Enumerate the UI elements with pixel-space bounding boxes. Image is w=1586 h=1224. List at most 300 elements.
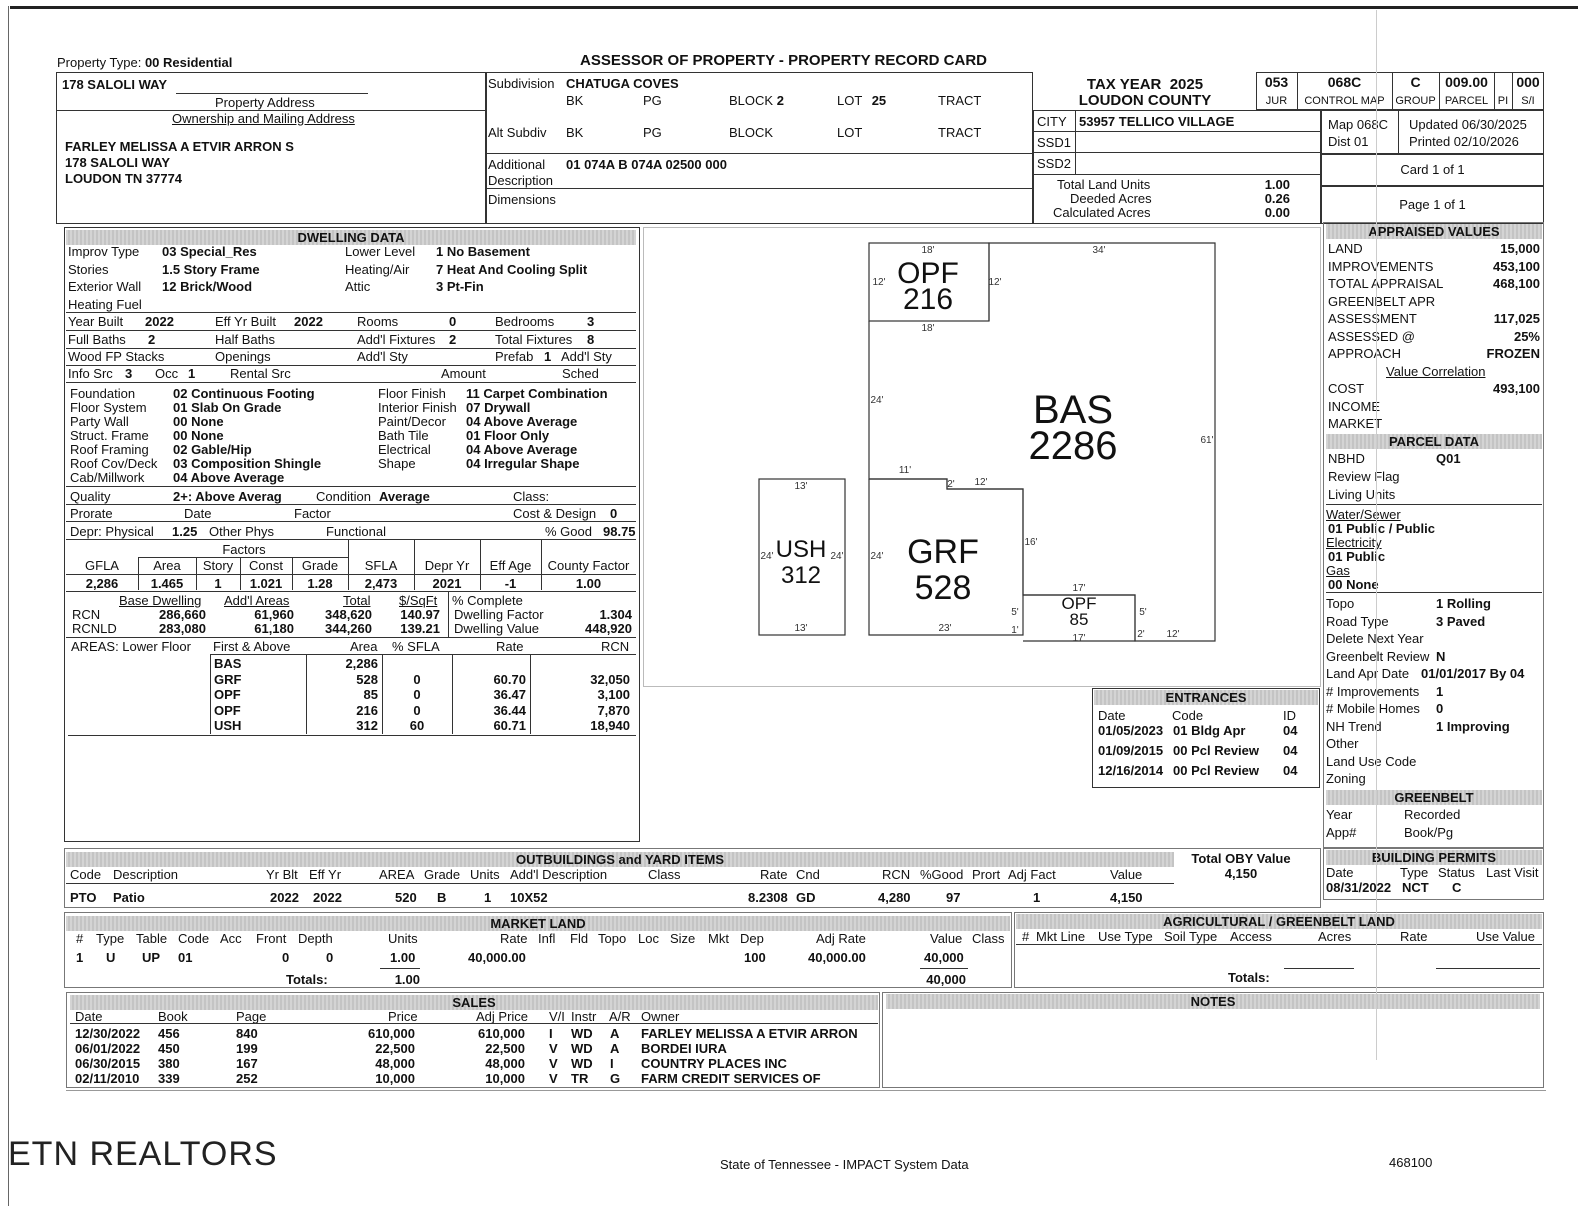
dwelling-field: 3 — [587, 314, 595, 329]
parcel-value: 1 — [1436, 683, 1444, 699]
dim-9: 2' — [947, 479, 955, 490]
greenbelt-header: GREENBELT — [1326, 790, 1542, 805]
struct-label: Roof Cov/Deck — [70, 456, 158, 471]
sales-cell: 10,000 — [375, 1071, 415, 1086]
sales-header: Adj Price — [476, 1009, 529, 1024]
market-header: Code — [178, 931, 210, 946]
sales-header: Book — [158, 1009, 188, 1024]
struct-value: 01 Slab On Grade — [173, 400, 282, 415]
agri-header: Acres — [1318, 929, 1352, 944]
oby-header: Adj Fact — [1008, 867, 1056, 882]
condition-value: Average — [379, 489, 430, 504]
dwelling-field: Eff Yr Built — [215, 314, 276, 329]
agri-header: Access — [1230, 929, 1272, 944]
area-pct: 0 — [413, 671, 421, 687]
sales-header: Date — [75, 1009, 103, 1024]
sales-cell: V — [549, 1056, 558, 1071]
area-size: 85 — [363, 687, 378, 702]
struct-label: Floor System — [70, 400, 147, 415]
pi-label: PI — [1497, 95, 1509, 107]
market-totals-label: Totals: — [286, 972, 328, 987]
dwelling-field: Add'l Sty — [357, 349, 408, 364]
greenbelt-bookpg-label: Book/Pg — [1404, 825, 1454, 840]
subdivision-value: CHATUGA COVES — [566, 76, 679, 91]
sales-cell: 48,000 — [375, 1056, 415, 1071]
area-pct: 60 — [409, 718, 425, 733]
agri-header: Rate — [1400, 929, 1428, 944]
market-value: 1.00 — [390, 950, 416, 965]
struct-label: Floor Finish — [378, 386, 446, 401]
dwelling-field: Half Baths — [215, 331, 275, 347]
sales-header: SALES — [70, 995, 878, 1010]
sales-cell: A — [610, 1026, 620, 1041]
oby-value: 1 — [484, 890, 492, 905]
class-label: Class: — [513, 489, 550, 504]
sales-cell: 199 — [236, 1041, 258, 1056]
city-label: CITY — [1037, 114, 1067, 129]
parcel-label: Other — [1326, 736, 1359, 751]
struct-label: Roof Framing — [70, 442, 149, 457]
market-value: 40,000.00 — [468, 950, 526, 965]
oby-total-label: Total OBY Value — [1191, 851, 1291, 866]
dim-17: 17' — [1072, 583, 1086, 594]
property-type-label: Property Type: 00 Residential — [57, 55, 233, 70]
parcel-label: Road Type — [1326, 613, 1389, 629]
nbhd-label: NBHD — [1328, 451, 1365, 466]
market-header: Depth — [298, 931, 333, 946]
market-header: Class — [972, 931, 1005, 946]
oby-value: PTO — [70, 890, 97, 905]
sales-cell: V — [549, 1041, 558, 1056]
realtor-watermark: ETN REALTORS — [8, 1135, 278, 1173]
dwelling-value: 3 Pt-Fin — [436, 279, 484, 294]
dim-16: 16' — [1024, 537, 1038, 548]
market-value: 40,000 — [924, 950, 964, 965]
rcn-factor-value: 448,920 — [585, 621, 632, 636]
dwelling-label: Heating/Air — [345, 261, 410, 277]
rcn-header: Total — [343, 593, 371, 608]
factor-header: Area — [153, 558, 181, 573]
dwelling-label: Stories — [68, 261, 109, 277]
prorate-label: Prorate — [70, 506, 113, 521]
area-code: BAS — [214, 656, 242, 671]
bk-label: BK — [566, 93, 584, 108]
factor-value: 1.00 — [575, 576, 602, 591]
area-rate: 36.44 — [493, 702, 526, 718]
struct-value: 07 Drywall — [466, 400, 531, 415]
vc-label: MARKET — [1328, 416, 1383, 431]
alt-block-label: BLOCK — [729, 125, 774, 140]
parcel-label: Delete Next Year — [1326, 631, 1424, 646]
factor-header: Story — [202, 558, 234, 573]
struct-label: Electrical — [378, 442, 431, 457]
rcn-factor-value: 1.304 — [599, 607, 632, 622]
entrances-col-id: ID — [1283, 708, 1296, 723]
struct-value: 04 Above Average — [466, 414, 578, 429]
area-rate: 60.71 — [493, 718, 526, 733]
struct-value: 11 Carpet Combination — [466, 386, 608, 401]
factor-value: 2021 — [432, 576, 462, 591]
parcel-value: N — [1436, 648, 1446, 664]
market-header: Loc — [638, 931, 659, 946]
depr-value: 1.25 — [172, 524, 198, 539]
parcel-value: 0 — [1436, 701, 1444, 716]
market-header: Rate — [500, 931, 528, 946]
permit-type: NCT — [1402, 880, 1429, 895]
struct-value: 02 Continuous Footing — [173, 386, 315, 401]
factor-header: SFLA — [364, 558, 398, 573]
sales-header: Instr — [571, 1009, 597, 1024]
oby-value: 2022 — [313, 890, 342, 905]
sales-cell: 22,500 — [375, 1041, 415, 1056]
factor-value: 1 — [214, 576, 222, 591]
dim-4: 12' — [988, 277, 1002, 288]
dwelling-field: 2022 — [294, 314, 323, 329]
entrances-header: ENTRANCES — [1094, 690, 1318, 705]
page-number: Page 1 of 1 — [1399, 197, 1466, 212]
agri-header: Soil Type — [1164, 929, 1218, 944]
oby-header: Prort — [972, 867, 1001, 882]
rcn-factor-label: Dwelling Value — [454, 621, 540, 636]
sales-header: V/I — [549, 1009, 565, 1024]
factor-value: -1 — [504, 576, 517, 591]
sales-cell: G — [610, 1071, 621, 1086]
sales-cell: 06/30/2015 — [75, 1056, 141, 1071]
page-title: ASSESSOR OF PROPERTY - PROPERTY RECORD CARD — [580, 52, 988, 69]
dwelling-info: Info Src — [68, 366, 113, 381]
area-code: GRF — [214, 671, 242, 687]
dwelling-field: Bedrooms — [495, 314, 555, 329]
si-label: S/I — [1521, 95, 1535, 107]
dwelling-label: Lower Level — [345, 244, 416, 259]
sketch-label-grf-area: 528 — [914, 569, 972, 607]
areas-header: Area — [350, 639, 378, 654]
permit-date: 08/31/2022 — [1326, 880, 1392, 895]
oby-header: Code — [70, 867, 102, 882]
sketch-label-bas-code: BAS — [1032, 388, 1114, 432]
oby-value: 520 — [395, 890, 417, 905]
dwelling-field: 1 — [544, 349, 552, 364]
sales-cell: 840 — [236, 1026, 258, 1041]
building-sketch — [643, 227, 1321, 687]
area-code: USH — [214, 718, 242, 733]
market-value: 100 — [744, 950, 766, 965]
agri-header: Mkt Line — [1036, 929, 1086, 944]
rcn-addl: 61,960 — [254, 607, 294, 622]
entrance-code: 00 Pcl Review — [1173, 743, 1259, 758]
sketch-label-ush-code: USH — [775, 536, 827, 563]
greenbelt-year-label: Year — [1326, 807, 1353, 822]
rcn-base: 286,660 — [159, 607, 206, 622]
sales-cell: BORDEI IURA — [641, 1041, 727, 1056]
area-rcn: 7,870 — [597, 702, 630, 718]
alt-tract-label: TRACT — [938, 125, 982, 140]
sales-cell: WD — [571, 1056, 593, 1071]
market-header: Mkt — [708, 931, 729, 946]
areas-header: % SFLA — [392, 639, 440, 654]
dwelling-field: Total Fixtures — [495, 331, 573, 347]
pct-good-value: 98.75 — [603, 524, 636, 539]
jur-value: 053 — [1264, 74, 1289, 90]
subdivision-label: Subdivision — [488, 76, 555, 91]
market-header: # — [76, 931, 84, 946]
sketch-label-opf85-code: OPF — [1061, 594, 1097, 613]
struct-label: Cab/Millwork — [70, 470, 145, 485]
factors-label: Factors — [222, 542, 266, 557]
functional-label: Functional — [326, 524, 386, 539]
market-header: Adj Rate — [816, 931, 866, 946]
dwelling-label: Attic — [345, 279, 371, 294]
factor-header: County Factor — [547, 558, 630, 573]
parcel-label: Land Use Code — [1326, 753, 1417, 769]
entrance-id: 04 — [1283, 723, 1298, 738]
dim-24: 17' — [1072, 633, 1086, 644]
greenbelt-app-label: App# — [1326, 825, 1357, 840]
dwelling-label: Exterior Wall — [68, 279, 142, 294]
struct-value: 04 Above Average — [173, 470, 285, 485]
sales-cell: 02/11/2010 — [75, 1071, 140, 1086]
rcn-header: Base Dwelling — [119, 593, 202, 608]
oby-value: B — [437, 890, 447, 905]
county-name: LOUDON COUNTY — [1078, 92, 1212, 109]
market-header: Fld — [570, 931, 589, 946]
parcel-label: Topo — [1326, 596, 1355, 611]
sales-cell: 339 — [158, 1071, 180, 1086]
oby-value: 2022 — [270, 890, 299, 905]
area-rcn: 18,940 — [590, 718, 630, 733]
dwelling-field: Wood FP Stacks — [68, 349, 165, 364]
area-rate: 36.47 — [493, 687, 526, 702]
sales-cell: 167 — [236, 1056, 258, 1071]
vc-label: INCOME — [1328, 398, 1380, 414]
rcn-sqft: 139.21 — [400, 621, 440, 636]
sales-cell: TR — [571, 1071, 589, 1086]
description-label: Description — [488, 173, 554, 188]
rcn-label: RCNLD — [72, 621, 117, 636]
nbhd-value: Q01 — [1436, 451, 1461, 466]
additional-description: 01 074A B 074A 02500 000 — [566, 157, 727, 172]
alt-pg-label: PG — [643, 125, 662, 140]
sales-cell: 48,000 — [485, 1056, 525, 1071]
areas-header: Rate — [496, 639, 524, 654]
dwelling-value: 03 Special_Res — [162, 244, 257, 259]
dim-19: 5' — [1139, 607, 1147, 618]
water-sewer-label: Water/Sewer — [1326, 507, 1401, 522]
dimensions-label: Dimensions — [488, 192, 556, 207]
sales-cell: WD — [571, 1041, 593, 1056]
appraised-header: APPRAISED VALUES — [1326, 224, 1542, 239]
sketch-label-bas-area: 2286 — [1028, 424, 1118, 468]
struct-value: 04 Irregular Shape — [466, 456, 580, 471]
oby-header: Yr Blt — [266, 867, 298, 882]
parcel-label: # Improvements — [1326, 683, 1420, 699]
areas-header: RCN — [601, 639, 630, 654]
pg-label: PG — [643, 93, 662, 108]
dwelling-field: Add'l Fixtures — [357, 331, 436, 347]
dwelling-field: 2022 — [145, 314, 174, 329]
pi-value: 000 — [1516, 74, 1540, 90]
sales-cell: 610,000 — [478, 1026, 525, 1041]
dist-label: Dist 01 — [1328, 134, 1369, 149]
dwelling-label: Heating Fuel — [68, 296, 142, 312]
agri-totals-label: Totals: — [1228, 970, 1270, 985]
appraised-label: TOTAL APPRAISAL — [1328, 276, 1444, 291]
market-value: 40,000.00 — [808, 950, 866, 965]
market-land-header: MARKET LAND — [66, 916, 1010, 931]
calculated-acres-label: Calculated Acres — [1053, 205, 1151, 220]
dwelling-info: Rental Src — [230, 366, 291, 381]
oby-header: Eff Yr — [309, 867, 342, 882]
sales-cell: 06/01/2022 — [75, 1041, 141, 1056]
market-header: Units — [388, 931, 418, 946]
appraised-value: 25% — [1513, 328, 1540, 344]
sales-header: A/R — [609, 1009, 631, 1024]
entrance-date: 01/09/2015 — [1098, 743, 1164, 758]
group-value: C — [1410, 74, 1421, 90]
group-label: GROUP — [1395, 95, 1436, 107]
area-size: 528 — [356, 671, 378, 687]
control-map-value: 068C — [1327, 74, 1362, 90]
sales-cell: 380 — [158, 1056, 180, 1071]
owner-city: LOUDON TN 37774 — [65, 171, 183, 186]
oby-header: Rate — [760, 867, 788, 882]
factor-value: 1.465 — [150, 576, 184, 591]
oby-value: 10X52 — [510, 890, 548, 905]
dwelling-value: 12 Brick/Wood — [162, 279, 253, 294]
agri-header: Use Value — [1476, 929, 1536, 944]
dwelling-field: 0 — [449, 314, 457, 329]
dwelling-info: Occ — [155, 366, 179, 381]
notes-header: NOTES — [886, 994, 1540, 1009]
dwelling-header: DWELLING DATA — [66, 230, 636, 245]
dwelling-info: 1 — [188, 366, 196, 381]
sales-cell: 456 — [158, 1026, 180, 1041]
dwelling-info: Sched — [562, 366, 599, 381]
area-size: 312 — [356, 718, 378, 733]
permit-status: C — [1452, 880, 1462, 895]
market-totals-units: 1.00 — [394, 972, 420, 987]
oby-value: 4,150 — [1110, 890, 1143, 905]
appraised-label: ASSESSMENT — [1328, 311, 1417, 326]
sales-cell: 610,000 — [368, 1026, 415, 1041]
permits-col-status: Status — [1438, 865, 1475, 880]
struct-label: Bath Tile — [378, 428, 429, 443]
dim-15: 24' — [870, 551, 884, 562]
dim-12: 24' — [760, 551, 774, 562]
vc-label: COST — [1328, 381, 1365, 396]
property-address-label: Property Address — [215, 95, 315, 110]
owner-name: FARLEY MELISSA A ETVIR ARRON S — [65, 139, 294, 154]
struct-label: Interior Finish — [378, 400, 457, 415]
oby-header: %Good — [920, 867, 964, 882]
dim-5: 18' — [921, 323, 935, 334]
appraised-label: LAND — [1328, 241, 1363, 256]
permits-col-date: Date — [1326, 865, 1354, 880]
updated-date: Updated 06/30/2025 — [1409, 117, 1527, 132]
greenbelt-recorded-label: Recorded — [1404, 807, 1461, 822]
water-sewer-value: 01 Public / Public — [1328, 521, 1435, 536]
oby-header: Description — [113, 867, 179, 882]
market-value: 1 — [76, 950, 84, 965]
struct-value: 04 Above Average — [466, 442, 578, 457]
quality-value: 2+: Above Averag — [173, 489, 282, 504]
rcn-addl: 61,180 — [254, 621, 294, 636]
calculated-acres-value: 0.00 — [1264, 205, 1290, 220]
parcel-data-header: PARCEL DATA — [1326, 434, 1542, 449]
living-units-label: Living Units — [1328, 487, 1396, 502]
area-rcn: 3,100 — [597, 687, 630, 702]
dim-10: 12' — [974, 477, 988, 488]
rcn-sqft: 140.97 — [400, 607, 440, 622]
parcel-value: 1 Improving — [1436, 718, 1510, 734]
sketch-label-opf216-code: OPF — [897, 257, 959, 290]
permits-col-last-visit: Last Visit — [1486, 865, 1539, 880]
city-value: 53957 TELLICO VILLAGE — [1079, 114, 1235, 129]
dim-14: 13' — [794, 623, 808, 634]
appraised-value: FROZEN — [1486, 346, 1540, 361]
parcel-label: PARCEL — [1444, 95, 1489, 107]
rcn-total: 344,260 — [325, 621, 372, 636]
dwelling-field: Full Baths — [68, 331, 126, 347]
factor-value: 2,286 — [85, 576, 119, 591]
depr-label: Depr: Physical — [70, 524, 154, 539]
deeded-acres-value: 0.26 — [1264, 191, 1290, 206]
appraised-label: IMPROVEMENTS — [1328, 258, 1434, 274]
rcn-header: $/SqFt — [399, 593, 438, 608]
dim-8: 11' — [898, 465, 912, 476]
dim-2: 34' — [1092, 245, 1106, 256]
permits-header: BUILDING PERMITS — [1326, 850, 1542, 865]
factor-value: 2,473 — [364, 576, 398, 591]
prorate-factor-label: Factor — [294, 506, 331, 521]
dwelling-info: 3 — [125, 366, 133, 381]
appraised-value: 15,000 — [1500, 241, 1540, 256]
appraised-label: GREENBELT APR — [1328, 293, 1436, 309]
struct-value: 03 Composition Shingle — [173, 456, 322, 471]
market-value: 0 — [326, 950, 334, 965]
dim-20: 23' — [938, 623, 952, 634]
owner-street: 178 SALOLI WAY — [65, 155, 170, 170]
factor-header: GFLA — [85, 558, 119, 573]
entrances-col-code: Code — [1172, 708, 1204, 723]
sales-cell: FARM CREDIT SERVICES OF — [641, 1071, 821, 1086]
dwelling-field: Prefab — [495, 349, 534, 364]
sales-cell: 22,500 — [485, 1041, 525, 1056]
appraised-label: ASSESSED @ — [1328, 328, 1415, 344]
condition-label: Condition — [316, 489, 371, 504]
deeded-acres-label: Deeded Acres — [1070, 191, 1152, 206]
market-header: Size — [670, 931, 696, 946]
dwelling-field: Openings — [215, 349, 271, 364]
oby-value: 1 — [1033, 890, 1041, 905]
tract-label: TRACT — [938, 93, 982, 108]
dim-3: 12' — [872, 277, 886, 288]
area-pct: 0 — [413, 702, 421, 718]
prorate-date-label: Date — [184, 506, 212, 521]
oby-header: Add'l Description — [510, 867, 608, 882]
oby-value: Patio — [113, 890, 145, 905]
ssd1-label: SSD1 — [1037, 135, 1071, 150]
parcel-value: 01/01/2017 By 04 — [1421, 666, 1525, 681]
dwelling-label: Improv Type — [68, 244, 140, 259]
dim-11: 13' — [794, 481, 808, 492]
struct-value: 01 Floor Only — [466, 428, 550, 443]
entrances-col-date: Date — [1098, 708, 1126, 723]
appraised-value: 117,025 — [1493, 311, 1540, 326]
market-value: UP — [142, 950, 161, 965]
footer-source: State of Tennessee - IMPACT System Data — [720, 1157, 969, 1172]
cost-design-value: 0 — [610, 506, 618, 521]
